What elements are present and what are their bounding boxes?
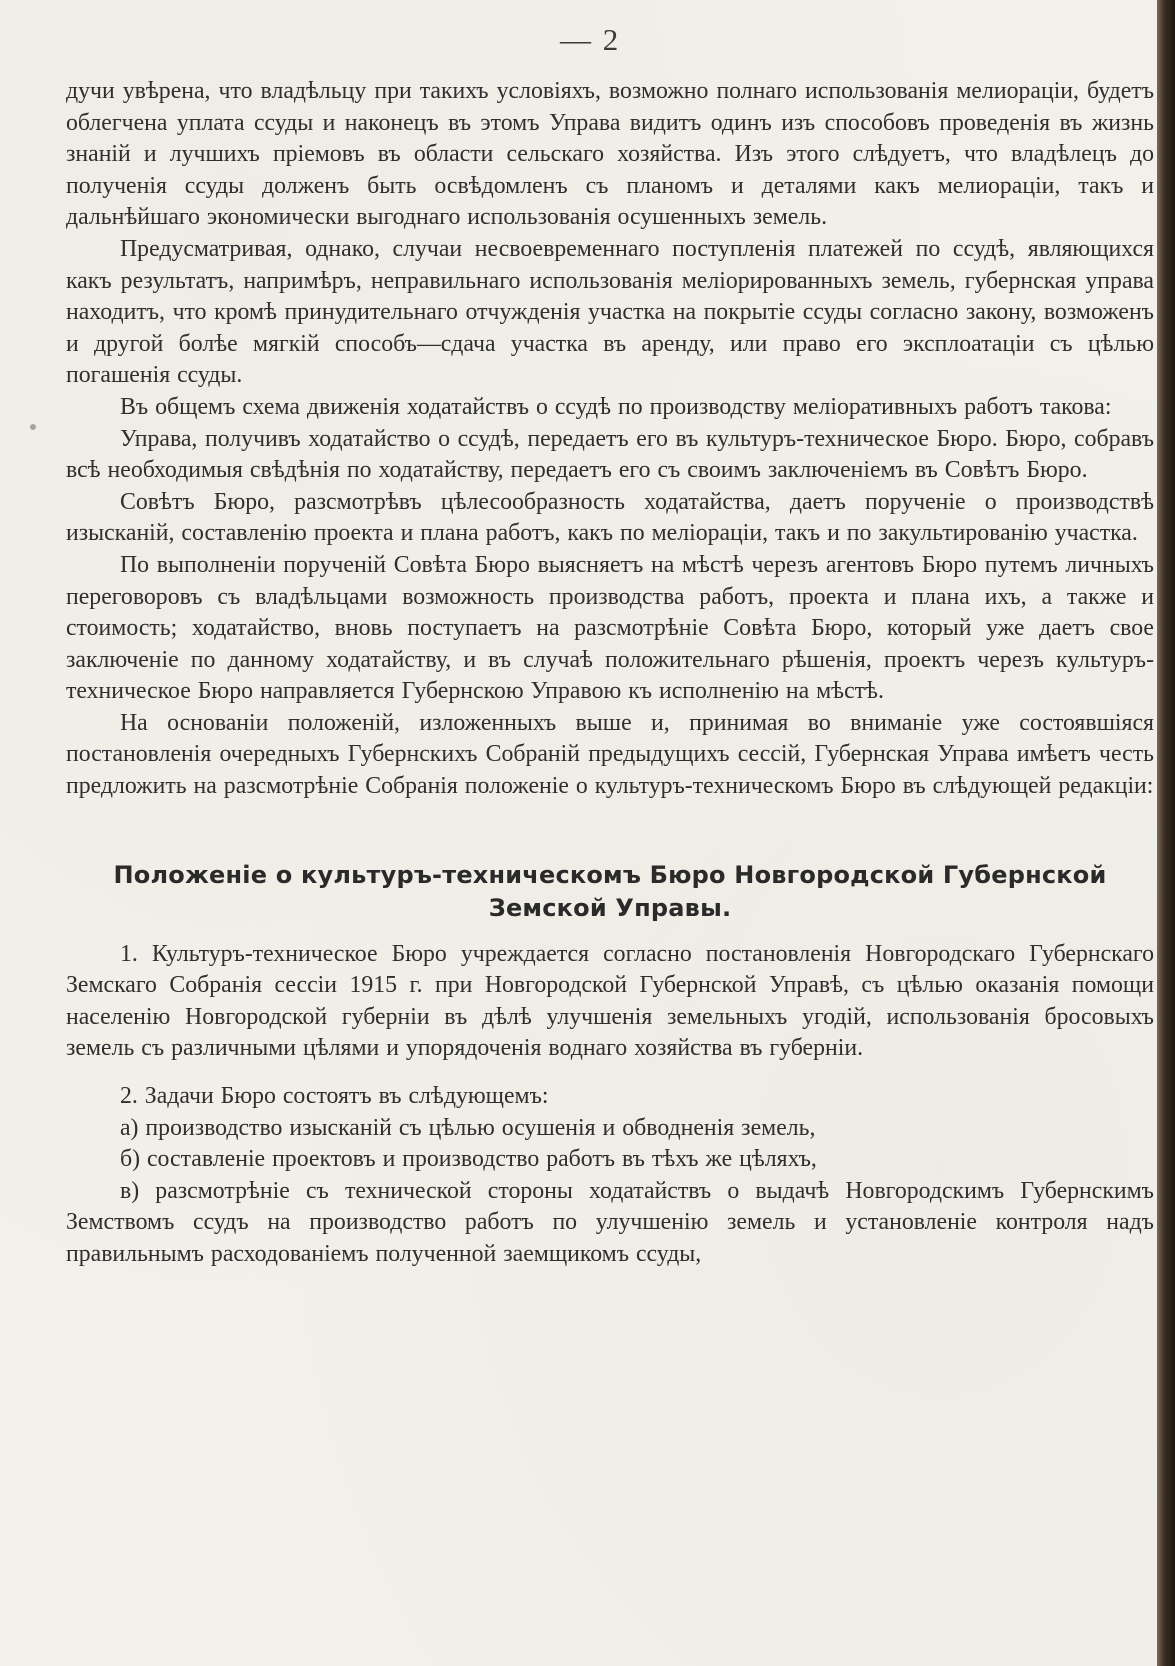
paragraph-7: На основаніи положеній, изложенныхъ выше и, принимая во вниманіе уже состоявшіяся постановленія очередныхъ Губернскихъ Собраній предыдущихъ сессій, Губернская Управа имѣетъ честь предложить на разсмотрѣніе Собранія положеніе о культуръ-техническомъ Бюро въ слѣдующей редакціи: bbox=[66, 709, 1154, 800]
clause-1: 1. Культуръ-техническое Бюро учреждается согласно постановленія Новгородскаго Губернскаго Земскаго Собранія сессіи 1915 г. при Новгородской Губернской Управѣ, съ цѣлью оказанія помощи населенію Новгородской губерніи въ дѣлѣ улучшенія земельныхъ угодій, использованія бросовыхъ земель съ различными цѣлями и упорядоченія воднаго хозяйства въ губерніи. bbox=[66, 940, 1154, 1062]
top-section bbox=[66, 76, 1154, 803]
paragraph-4: Управа, получивъ ходатайство о ссудѣ, передаетъ его въ культуръ-техническое Бюро. Бюро, собравъ всѣ необходимыя свѣдѣнія по ходатайству, передаетъ его съ своимъ заключеніемъ въ Совѣтъ Бюро. bbox=[66, 425, 1154, 484]
book-spine-edge bbox=[1157, 0, 1175, 1666]
clause-2a: а) производство изысканій съ цѣлью осушенія и обводненія земель, bbox=[120, 1114, 816, 1141]
paragraph-3: Въ общемъ схема движенія ходатайствъ о ссудѣ по производству меліоративныхъ работъ такова: bbox=[120, 393, 1112, 420]
clause-2: 2. Задачи Бюро состоятъ въ слѣдующемъ: bbox=[120, 1083, 549, 1110]
page-number: — 2 bbox=[560, 22, 621, 57]
clause-2b: б) составленіе проектовъ и производство работъ въ тѣхъ же цѣляхъ, bbox=[120, 1146, 817, 1173]
paragraph-2: Предусматривая, однако, случаи несвоевременнаго поступленія платежей по ссудѣ, являющихся какъ результатъ, напримѣръ, неправильнаго использованія меліорированныхъ земель, губернская управа находитъ, что кромѣ принудительнаго отчужденія участка на покрытіе ссуды согласно закону, возможенъ и другой болѣе мягкій способъ—сдача участка въ аренду, или право его эксплоатаціи съ цѣлью погашенія ссуды. bbox=[66, 235, 1154, 389]
paragraph-5: Совѣтъ Бюро, разсмотрѣвъ цѣлесообразность ходатайства, даетъ порученіе о производствѣ изысканій, составленію проекта и плана работъ, какъ по меліораціи, такъ и по закультированію участка. bbox=[66, 488, 1154, 547]
clause-2v: в) разсмотрѣніе съ технической стороны ходатайствъ о выдачѣ Новгородскимъ Губернскимъ Земствомъ ссудъ на производство работъ по улучшенію земель и установленіе контроля надъ правильнымъ расходованіемъ полученной заемщикомъ ссуды, bbox=[66, 1177, 1154, 1267]
section-heading: Положеніе о культуръ-техническомъ Бюро Новгородской Губернской Земской Управы. bbox=[113, 860, 1107, 922]
paragraph-1: дучи увѣрена, что владѣльцу при такихъ условіяхъ, возможно полнаго использованія мелиораціи, будетъ облегчена уплата ссуды и наконецъ въ этомъ Управа видитъ одинъ изъ способовъ проведенія въ жизнь знаній и лучшихъ пріемовъ въ области сельскаго хозяйства. Изъ этого слѣдуетъ, что владѣлецъ до полученія ссуды долженъ быть освѣдомленъ съ планомъ и деталями какъ мелиораціи, такъ и дальнѣйшаго экономически выгоднаго использованія осушенныхъ земель. bbox=[66, 78, 1154, 231]
ink-speck bbox=[30, 424, 36, 430]
text-column bbox=[66, 76, 1154, 1271]
regulation-section bbox=[66, 939, 1154, 1271]
paragraph-6: По выполненіи порученій Совѣта Бюро выясняетъ на мѣстѣ черезъ агентовъ Бюро путемъ личныхъ переговоровъ съ владѣльцами возможность производства работъ, проекта и плана ихъ, а также и стоимость; ходатайство, вновь поступаетъ на разсмотрѣніе Совѣта Бюро, который уже даетъ свое заключеніе по данному ходатайству, и въ случаѣ положительнаго рѣшенія, проектъ черезъ культуръ-техническое Бюро направляется Губернскою Управою къ исполненію на мѣстѣ. bbox=[66, 551, 1154, 705]
